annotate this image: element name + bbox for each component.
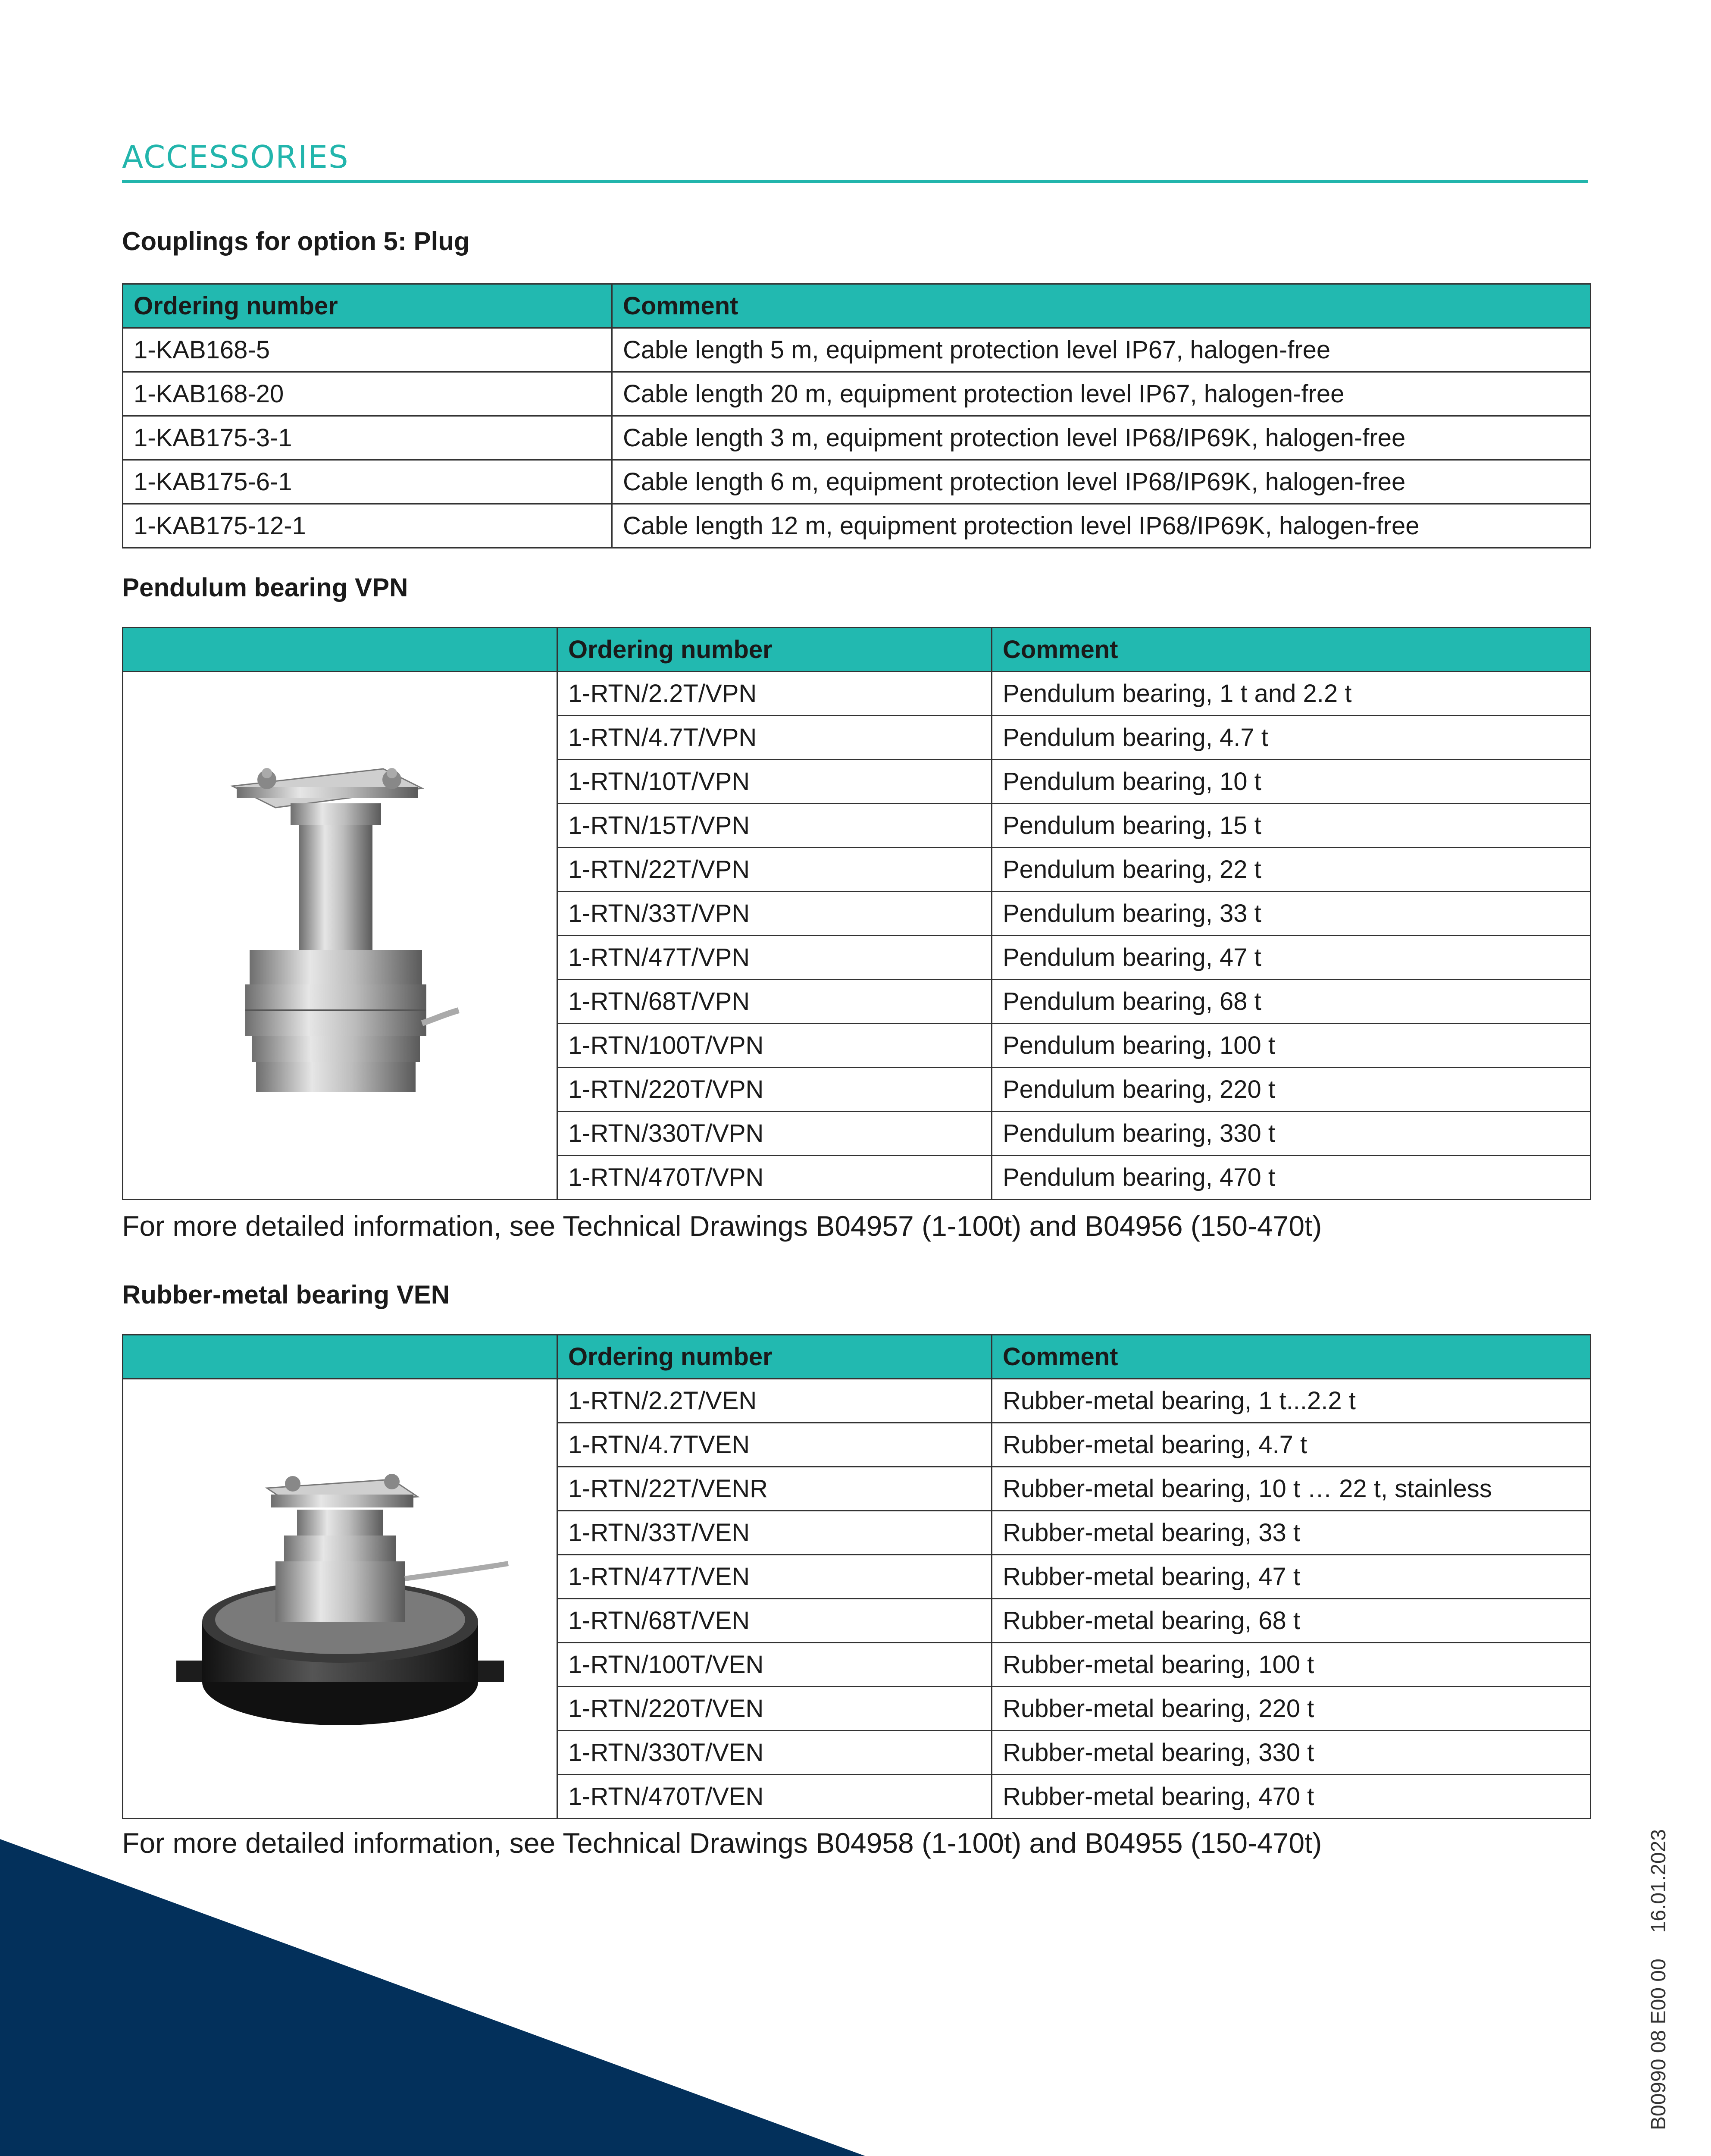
document-id: [1647, 1829, 1670, 2130]
navy-triangle: [0, 1839, 1711, 2156]
comment-cell: Pendulum bearing, 47 t: [992, 936, 1591, 980]
couplings-table: [122, 283, 1591, 548]
comment-cell: Rubber-metal bearing, 10 t … 22 t, stainless: [992, 1467, 1591, 1511]
table-row: [123, 1379, 1591, 1423]
ordering-number-cell: 1-RTN/10T/VPN: [557, 760, 992, 804]
ordering-number-cell: 1-RTN/2.2T/VEN: [557, 1379, 992, 1423]
comment-cell: Rubber-metal bearing, 47 t: [992, 1555, 1591, 1599]
ordering-number-header: Ordering number: [123, 284, 612, 328]
comment-cell: Cable length 12 m, equipment protection level IP68/IP69K, halogen-free: [612, 504, 1591, 548]
ordering-number-cell: 1-KAB168-5: [123, 328, 612, 372]
ordering-number-cell: 1-RTN/33T/VEN: [557, 1511, 992, 1555]
comment-cell: Rubber-metal bearing, 33 t: [992, 1511, 1591, 1555]
comment-header: Comment: [612, 284, 1591, 328]
comment-header: Comment: [992, 628, 1591, 672]
image-header: [123, 628, 557, 672]
ordering-number-cell: 1-RTN/470T/VPN: [557, 1156, 992, 1200]
ordering-number-cell: 1-RTN/220T/VEN: [557, 1687, 992, 1731]
table-row: [123, 328, 1591, 372]
table-row: [123, 504, 1591, 548]
title-underline: [122, 180, 1588, 183]
table-row: [123, 460, 1591, 504]
comment-cell: Pendulum bearing, 68 t: [992, 980, 1591, 1024]
doc-number: B00990 08 E00 00: [1647, 1959, 1670, 2130]
ordering-number-cell: 1-RTN/4.7TVEN: [557, 1423, 992, 1467]
comment-cell: Rubber-metal bearing, 470 t: [992, 1775, 1591, 1819]
comment-cell: Pendulum bearing, 220 t: [992, 1068, 1591, 1112]
comment-cell: Rubber-metal bearing, 1 t...2.2 t: [992, 1379, 1591, 1423]
rubber-table: [122, 1334, 1591, 1819]
ordering-number-cell: 1-KAB175-12-1: [123, 504, 612, 548]
pendulum-title: Pendulum bearing VPN: [122, 573, 408, 602]
ordering-number-cell: 1-RTN/330T/VPN: [557, 1112, 992, 1156]
ordering-number-cell: 1-RTN/22T/VENR: [557, 1467, 992, 1511]
comment-cell: Pendulum bearing, 330 t: [992, 1112, 1591, 1156]
comment-cell: Cable length 6 m, equipment protection level IP68/IP69K, halogen-free: [612, 460, 1591, 504]
rubber-title: Rubber-metal bearing VEN: [122, 1280, 450, 1309]
table-row: [123, 672, 1591, 716]
ordering-number-cell: 1-RTN/330T/VEN: [557, 1731, 992, 1775]
comment-cell: Rubber-metal bearing, 220 t: [992, 1687, 1591, 1731]
table-row: [123, 416, 1591, 460]
ordering-number-cell: 1-KAB175-6-1: [123, 460, 612, 504]
comment-cell: Pendulum bearing, 470 t: [992, 1156, 1591, 1200]
ordering-number-cell: 1-RTN/33T/VPN: [557, 892, 992, 936]
table-header-row: [123, 628, 1591, 672]
comment-header: Comment: [992, 1335, 1591, 1379]
comment-cell: Pendulum bearing, 10 t: [992, 760, 1591, 804]
pendulum-note: For more detailed information, see Technical Drawings B04957 (1-100t) and B04956 (150-470t): [122, 1210, 1322, 1242]
product-image-cell: [123, 672, 557, 1200]
rubber-metal-bearing-image: [168, 1449, 513, 1742]
rubber-note: For more detailed information, see Technical Drawings B04958 (1-100t) and B04955 (150-470t): [122, 1827, 1322, 1859]
comment-cell: Pendulum bearing, 33 t: [992, 892, 1591, 936]
page-title: ACCESSORIES: [122, 139, 349, 175]
table-header-row: [123, 1335, 1591, 1379]
comment-cell: Pendulum bearing, 4.7 t: [992, 716, 1591, 760]
ordering-number-cell: 1-RTN/220T/VPN: [557, 1068, 992, 1112]
comment-cell: Pendulum bearing, 15 t: [992, 804, 1591, 848]
table-header-row: [123, 284, 1591, 328]
ordering-number-cell: 1-RTN/100T/VEN: [557, 1643, 992, 1687]
ordering-number-cell: 1-RTN/47T/VPN: [557, 936, 992, 980]
ordering-number-cell: 1-RTN/15T/VPN: [557, 804, 992, 848]
pendulum-table: [122, 627, 1591, 1200]
ordering-number-cell: 1-RTN/470T/VEN: [557, 1775, 992, 1819]
ordering-number-header: Ordering number: [557, 1335, 992, 1379]
pendulum-bearing-image: [219, 756, 461, 1109]
ordering-number-header: Ordering number: [557, 628, 992, 672]
table-row: [123, 372, 1591, 416]
ordering-number-cell: 1-RTN/68T/VEN: [557, 1599, 992, 1643]
comment-cell: Cable length 5 m, equipment protection level IP67, halogen-free: [612, 328, 1591, 372]
comment-cell: Rubber-metal bearing, 330 t: [992, 1731, 1591, 1775]
ordering-number-cell: 1-RTN/22T/VPN: [557, 848, 992, 892]
ordering-number-cell: 1-RTN/2.2T/VPN: [557, 672, 992, 716]
comment-cell: Rubber-metal bearing, 4.7 t: [992, 1423, 1591, 1467]
ordering-number-cell: 1-KAB175-3-1: [123, 416, 612, 460]
comment-cell: Pendulum bearing, 22 t: [992, 848, 1591, 892]
ordering-number-cell: 1-RTN/68T/VPN: [557, 980, 992, 1024]
product-image-cell: [123, 1379, 557, 1819]
comment-cell: Pendulum bearing, 1 t and 2.2 t: [992, 672, 1591, 716]
comment-cell: Rubber-metal bearing, 68 t: [992, 1599, 1591, 1643]
comment-cell: Pendulum bearing, 100 t: [992, 1024, 1591, 1068]
comment-cell: Rubber-metal bearing, 100 t: [992, 1643, 1591, 1687]
ordering-number-cell: 1-RTN/47T/VEN: [557, 1555, 992, 1599]
ordering-number-cell: 1-RTN/100T/VPN: [557, 1024, 992, 1068]
ordering-number-cell: 1-RTN/4.7T/VPN: [557, 716, 992, 760]
comment-cell: Cable length 20 m, equipment protection level IP67, halogen-free: [612, 372, 1591, 416]
couplings-title: Couplings for option 5: Plug: [122, 227, 470, 256]
image-header: [123, 1335, 557, 1379]
doc-date: 16.01.2023: [1647, 1829, 1670, 1933]
comment-cell: Cable length 3 m, equipment protection level IP68/IP69K, halogen-free: [612, 416, 1591, 460]
ordering-number-cell: 1-KAB168-20: [123, 372, 612, 416]
